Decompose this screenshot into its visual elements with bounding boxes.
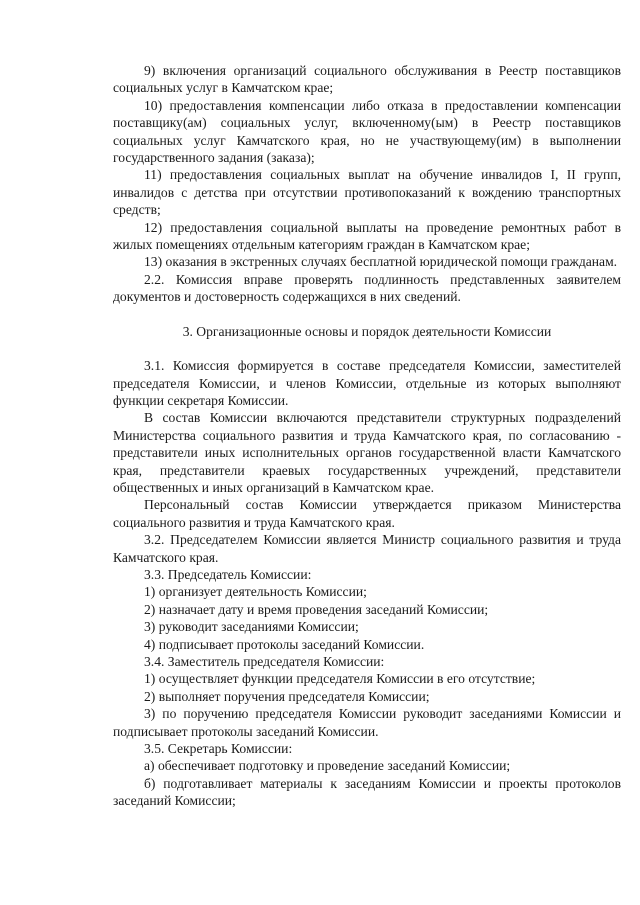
secretary-duty-b: б) подготавливает материалы к заседаниям Комиссии и проекты протоколов заседаний Комиссии;	[113, 775, 621, 809]
list-item-9: 9) включения организаций социального обслуживания в Реестр поставщиков социальных услуг в Камчатском крае;	[113, 63, 621, 96]
document-body	[113, 62, 621, 810]
deputy-duty-1: 1) осуществляет функции председателя Комиссии в его отсутствие;	[144, 671, 536, 687]
chairman-duty-1: 1) организует деятельность Комиссии;	[144, 584, 367, 600]
chairman-duty-2: 2) назначает дату и время проведения заседаний Комиссии;	[144, 601, 489, 617]
deputy-duty-3: 3) по поручению председателя Комиссии руководит заседаниями Комиссии и подписывает протоколы заседаний Комиссии.	[113, 706, 621, 739]
chairman-duty-3: 3) руководит заседаниями Комиссии;	[144, 619, 359, 635]
list-item-10: 10) предоставления компенсации либо отказа в предоставлении компенсации поставщику(ам) социальных услуг, включенному(ым) в Реестр поставщиков социальных услуг Камчатского края, но не участвующему(им) в выполнении государственного задания (заказа);	[113, 97, 621, 166]
clause-3-2: 3.2. Председателем Комиссии является Министр социального развития и труда Камчатского края.	[113, 532, 621, 565]
chairman-duty-4: 4) подписывает протоколы заседаний Комиссии.	[144, 636, 425, 652]
list-item-11: 11) предоставления социальных выплат на обучение инвалидов I, II групп, инвалидов с детства при отсутствии противопоказаний к вождению транспортных средств;	[113, 167, 621, 218]
clause-3-1-composition: В состав Комиссии включаются представители структурных подразделений Министерства социального развития и труда Камчатского края, по согласованию - представители иных исполнительных органов государственной власти Камчатского края, представители краевых государственных учреждений, представители общественных и иных организаций в Камчатском крае.	[113, 410, 621, 495]
clause-3-4: 3.4. Заместитель председателя Комиссии:	[144, 654, 385, 669]
clause-3-5: 3.5. Секретарь Комиссии:	[144, 741, 293, 757]
deputy-duty-2: 2) выполняет поручения председателя Комиссии;	[144, 688, 430, 704]
section-3-heading: 3. Организационные основы и порядок деятельности Комиссии	[182, 323, 552, 339]
clause-3-1-personal: Персональный состав Комиссии утверждается приказом Министерства социального развития и труда Камчатского края.	[113, 497, 621, 530]
list-item-12: 12) предоставления социальной выплаты на проведение ремонтных работ в жилых помещениях отдельным категориям граждан в Камчатском крае;	[113, 219, 621, 253]
clause-3-3: 3.3. Председатель Комиссии:	[144, 566, 312, 582]
clause-3-1: 3.1. Комиссия формируется в составе председателя Комиссии, заместителей председателя Комиссии, и членов Комиссии, отдельные из которых выполняют функции секретаря Комиссии.	[113, 358, 621, 408]
secretary-duty-a: а) обеспечивает подготовку и проведение заседаний Комиссии;	[144, 758, 511, 774]
clause-2-2: 2.2. Комиссия вправе проверять подлинность представленных заявителем документов и достоверность содержащихся в них сведений.	[113, 271, 621, 305]
list-item-13: 13) оказания в экстренных случаях бесплатной юридической помощи гражданам.	[144, 254, 618, 270]
